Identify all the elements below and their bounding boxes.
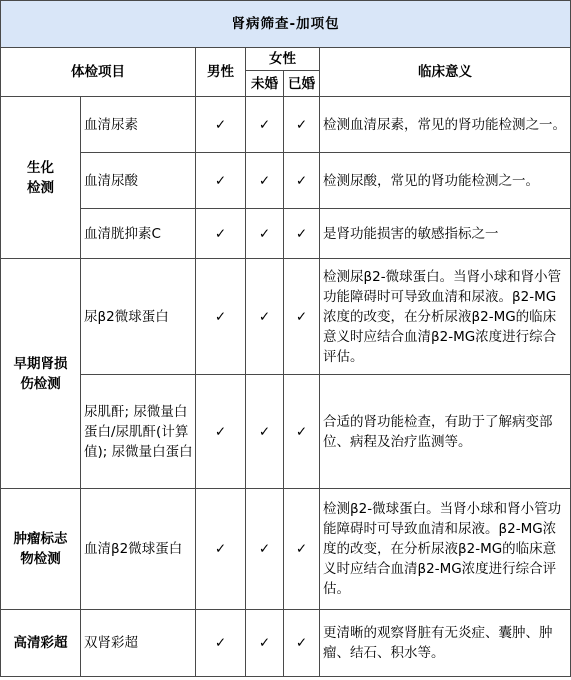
category-label: 生化 检测 — [27, 159, 54, 196]
header-unmarried: 未婚 — [246, 71, 284, 97]
check-male: ✓ — [196, 610, 246, 677]
header-male: 男性 — [196, 48, 246, 97]
check-male: ✓ — [196, 209, 246, 259]
check-unmarried: ✓ — [246, 489, 284, 610]
table-row — [1, 610, 571, 677]
header-meaning: 临床意义 — [320, 48, 571, 97]
meaning-text: 是肾功能损害的敏感指标之一 — [320, 209, 571, 259]
item-name: 血清尿酸 — [81, 153, 196, 209]
check-unmarried: ✓ — [246, 153, 284, 209]
check-married: ✓ — [284, 97, 320, 153]
item-name: 血清尿素 — [81, 97, 196, 153]
category-label: 早期肾损 伤检测 — [13, 355, 68, 392]
check-married: ✓ — [284, 209, 320, 259]
check-married: ✓ — [284, 375, 320, 489]
category-early-kidney — [1, 259, 81, 489]
item-name: 双肾彩超 — [81, 610, 196, 677]
category-biochem — [1, 97, 81, 259]
table-row — [1, 375, 571, 489]
item-name: 血清胱抑素C — [81, 209, 196, 259]
check-male: ✓ — [196, 153, 246, 209]
check-male: ✓ — [196, 97, 246, 153]
table-row — [1, 153, 571, 209]
category-label: 肿瘤标志 物检测 — [13, 531, 68, 567]
check-unmarried: ✓ — [246, 375, 284, 489]
meaning-text: 检测尿酸，常见的肾功能检测之一。 — [320, 153, 571, 209]
meaning-text: 检测β2-微球蛋白。当肾小球和肾小管功能障碍时可导致血清和尿液。β2-MG浓度的改变，在分析尿液β2-MG的临床意义时应结合血清β2-MG浓度进行综合评估。 — [320, 489, 571, 610]
item-name: 尿β2微球蛋白 — [81, 259, 196, 375]
check-unmarried: ✓ — [246, 209, 284, 259]
check-married: ✓ — [284, 610, 320, 677]
check-married: ✓ — [284, 153, 320, 209]
check-male: ✓ — [196, 259, 246, 375]
meaning-text: 检测血清尿素，常见的肾功能检测之一。 — [320, 97, 571, 153]
header-female: 女性 — [246, 48, 320, 71]
header-item: 体检项目 — [1, 48, 196, 97]
category-ultrasound — [1, 610, 81, 677]
meaning-text: 检测尿β2-微球蛋白。当肾小球和肾小管功能障碍时可导致血清和尿液。β2-MG浓度的改变，在分析尿液β2-MG的临床意义时应结合血清β2-MG浓度进行综合评估。 — [320, 259, 571, 375]
table-row — [1, 209, 571, 259]
category-tumor-marker — [1, 489, 81, 610]
check-unmarried: ✓ — [246, 610, 284, 677]
check-unmarried: ✓ — [246, 97, 284, 153]
check-male: ✓ — [196, 375, 246, 489]
table-row — [1, 97, 571, 153]
table-title: 肾病筛查-加项包 — [1, 1, 571, 48]
category-label: 高清彩超 — [13, 635, 68, 651]
table-row — [1, 259, 571, 375]
table-row — [1, 489, 571, 610]
check-married: ✓ — [284, 489, 320, 610]
check-male: ✓ — [196, 489, 246, 610]
item-name: 尿肌酐; 尿微量白蛋白/尿肌酐(计算值); 尿微量白蛋白 — [81, 375, 196, 489]
check-unmarried: ✓ — [246, 259, 284, 375]
header-married: 已婚 — [284, 71, 320, 97]
meaning-text: 合适的肾功能检查，有助于了解病变部位、病程及治疗监测等。 — [320, 375, 571, 489]
check-married: ✓ — [284, 259, 320, 375]
item-name: 血清β2微球蛋白 — [81, 489, 196, 610]
meaning-text: 更清晰的观察肾脏有无炎症、囊肿、肿瘤、结石、积水等。 — [320, 610, 571, 677]
